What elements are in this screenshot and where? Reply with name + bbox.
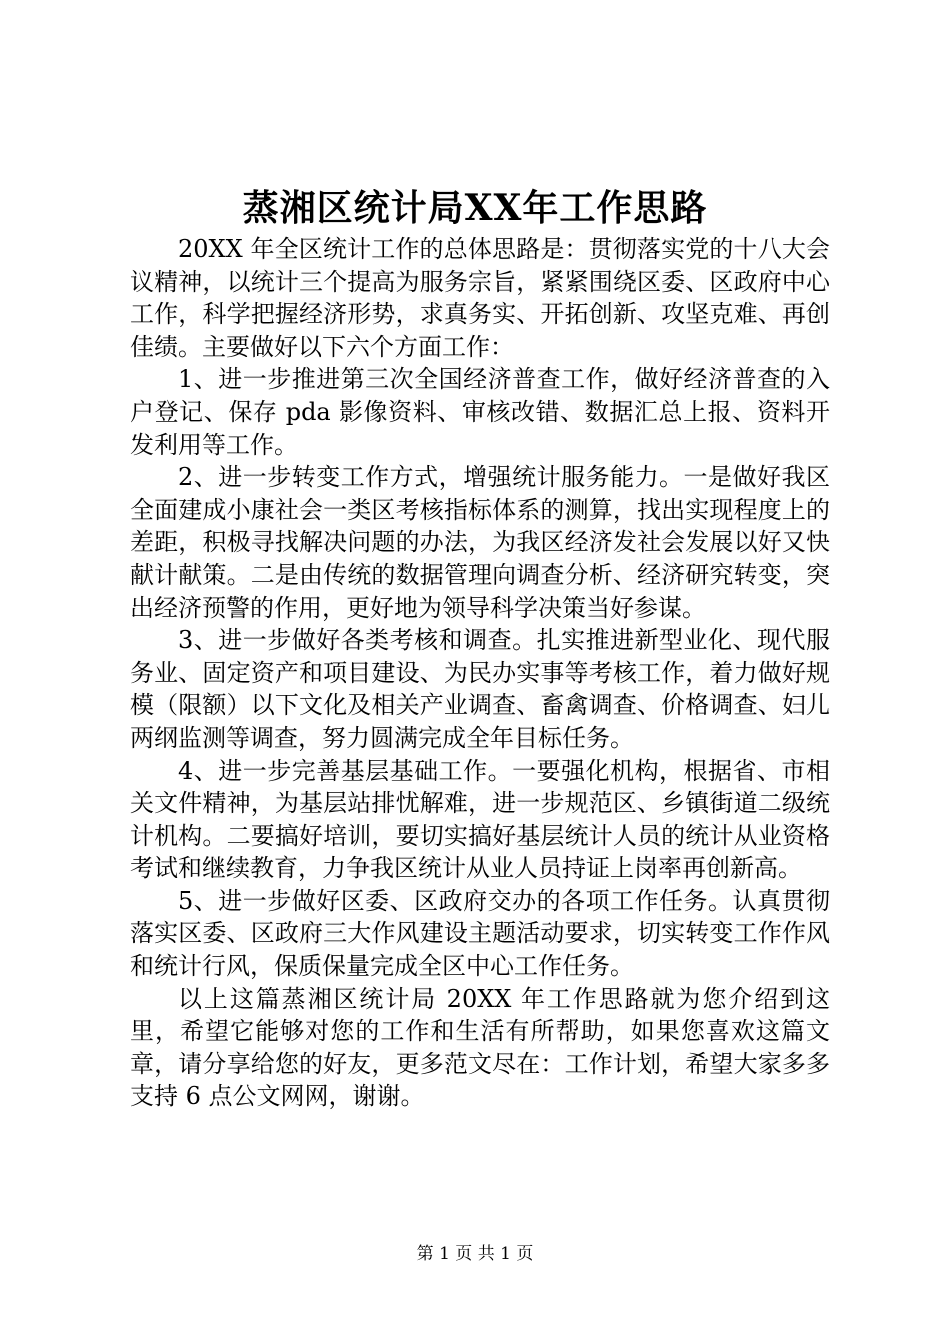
document-body [130,233,830,1113]
paragraph-item-2: 2、进一步转变工作方式，增强统计服务能力。一是做好我区全面建成小康社会一类区考核指标体系的测算，找出实现程度上的差距，积极寻找解决问题的办法，为我区经济发社会发展以好又快献计献策。二是由传统的数据管理向调查分析、经济研究转变，突出经济预警的作用，更好地为领导科学决策当好参谋。 [130,463,830,622]
paragraph-item-1: 1、进一步推进第三次全国经济普查工作，做好经济普查的入户登记、保存 pda 影像资料、审核改错、数据汇总上报、资料开发利用等工作。 [130,365,830,459]
paragraph-item-4: 4、进一步完善基层基础工作。一要强化机构，根据省、市相关文件精神，为基层站排忧解难，进一步规范区、乡镇街道二级统计机构。二要搞好培训，要切实搞好基层统计人员的统计从业资格考试和继续教育，力争我区统计从业人员持证上岗率再创新高。 [130,756,830,883]
document-title: 蒸湘区统计局XX年工作思路 [242,187,708,229]
paragraph-item-5: 5、进一步做好区委、区政府交办的各项工作任务。认真贯彻落实区委、区政府三大作风建设主题活动要求，切实转变工作作风和统计行风，保质保量完成全区中心工作任务。 [130,886,830,981]
paragraph-item-3: 3、进一步做好各类考核和调查。扎实推进新型业化、现代服务业、固定资产和项目建设、为民办实事等考核工作，着力做好规模（限额）以下文化及相关产业调查、畜禽调查、价格调查、妇儿两纲监测等调查，努力圆满完成全年目标任务。 [130,626,830,752]
paragraph-closing: 以上这篇蒸湘区统计局 20XX 年工作思路就为您介绍到这里，希望它能够对您的工作和生活有所帮助，如果您喜欢这篇文章，请分享给您的好友，更多范文尽在：工作计划，希望大家多多支持 6 点公文网网，谢谢。 [130,984,830,1111]
page-number-footer: 第 1 页 共 1 页 [416,1244,534,1264]
paragraph-intro: 20XX 年全区统计工作的总体思路是：贯彻落实党的十八大会议精神，以统计三个提高为服务宗旨，紧紧围绕区委、区政府中心工作，科学把握经济形势，求真务实、开拓创新、攻坚克难、再创佳绩。主要做好以下六个方面工作： [130,235,830,361]
